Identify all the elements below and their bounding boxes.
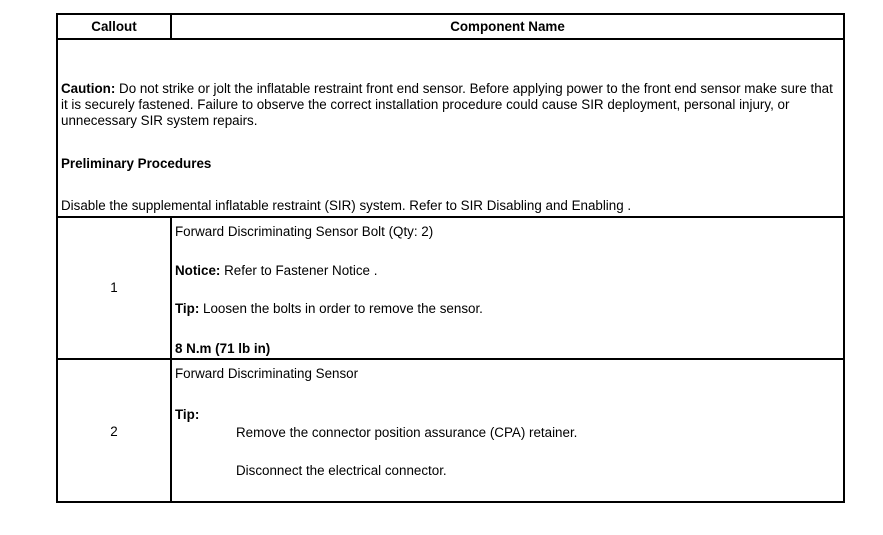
tip-label: Tip: [175, 407, 200, 422]
component-name: Forward Discriminating Sensor Bolt (Qty: 2) [175, 224, 434, 239]
preliminary-text: Disable the supplemental inflatable restraint (SIR) system. Refer to SIR Disabling and Enabling . [61, 198, 632, 213]
torque-spec: 8 N.m (71 lb in) [175, 341, 271, 356]
table-header-row [58, 15, 843, 40]
notice-label: Notice: [175, 263, 221, 278]
component-cell [172, 360, 843, 503]
callout-number: 2 [110, 423, 118, 439]
procedure-table [56, 13, 845, 503]
callout-number: 1 [110, 279, 118, 295]
caution-text: Do not strike or jolt the inflatable restraint front end sensor. Before applying power to the front end sensor make sure that it is securely fastened. Failure to observe the correct installation procedure could cause SIR deployment, personal injury, or unnecessary SIR system repairs. [61, 81, 833, 128]
callout-cell [58, 360, 172, 503]
component-cell [172, 218, 843, 358]
preliminary-heading: Preliminary Procedures [61, 156, 212, 171]
tip-label: Tip: [175, 301, 200, 316]
table-row [58, 360, 843, 503]
caution-paragraph [61, 81, 839, 129]
notice-line [175, 263, 839, 279]
tip-text: Loosen the bolts in order to remove the sensor. [199, 301, 483, 316]
header-callout: Callout [58, 15, 172, 38]
header-component-name: Component Name [450, 19, 565, 34]
callout-cell [58, 218, 172, 358]
tip-line [175, 301, 839, 317]
table-row [58, 218, 843, 360]
notice-text: Refer to Fastener Notice . [220, 263, 378, 278]
tip-item: Disconnect the electrical connector. [236, 463, 447, 478]
caution-label: Caution: [61, 81, 116, 96]
intro-row [58, 40, 843, 218]
tip-item: Remove the connector position assurance (CPA) retainer. [236, 425, 578, 440]
component-name: Forward Discriminating Sensor [175, 366, 359, 381]
